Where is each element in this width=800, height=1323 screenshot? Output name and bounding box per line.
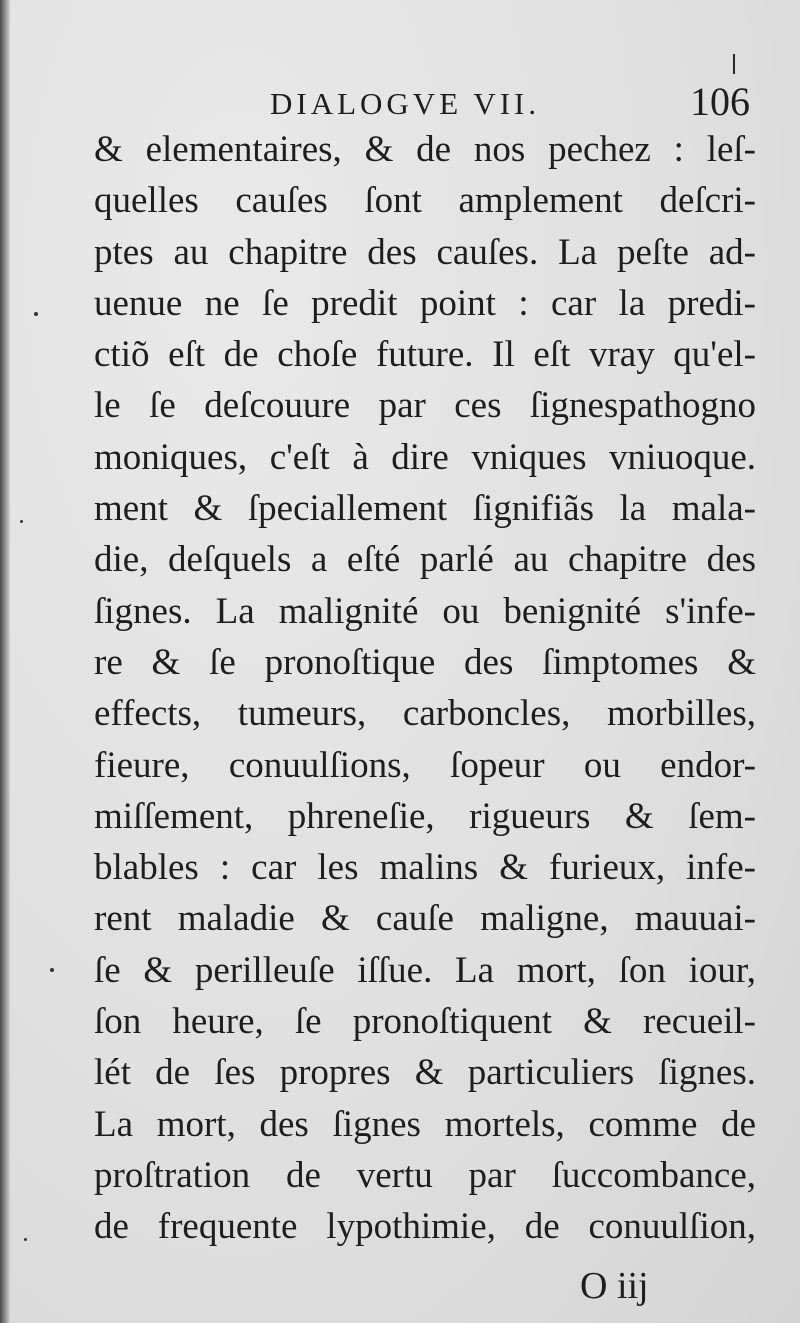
ink-speck xyxy=(20,520,23,523)
text-line: die, deſquels a eſté parlé au chapitre des xyxy=(94,539,756,581)
page-number: 106 xyxy=(690,79,750,124)
text-line: proſtration de vertu par ſuccombance, xyxy=(94,1154,756,1196)
text-line: ctiõ eſt de choſe future. Il eſt vray qu'el- xyxy=(94,334,756,376)
signature-mark: O iij xyxy=(580,1265,649,1307)
text-line: ment & ſpeciallement ſignifiãs la mala- xyxy=(94,488,756,530)
ink-speck xyxy=(24,1238,27,1241)
text-line: uenue ne ſe predit point : car la predi- xyxy=(94,282,756,324)
binding-edge xyxy=(0,0,10,1323)
text-line: fieure, conuulſions, ſopeur ou endor- xyxy=(94,744,756,786)
printer-mark xyxy=(733,54,735,74)
text-line: de frequente lypothimie, de conuulſion, xyxy=(94,1206,756,1248)
text-line: moniques, c'eſt à dire vniques vniuoque. xyxy=(94,436,756,478)
text-line: & elementaires, & de nos pechez : leſ- xyxy=(94,129,756,170)
text-line: rent maladie & cauſe maligne, mauuai- xyxy=(94,898,756,940)
text-line: La mort, des ſignes mortels, comme de xyxy=(94,1103,756,1145)
text-line: ptes au chapitre des cauſes. La peſte ad- xyxy=(94,231,756,273)
text-line: re & ſe pronoſtique des ſimptomes & xyxy=(94,641,756,683)
text-line: blables : car les malins & furieux, infe- xyxy=(94,847,756,889)
text-line: effects, tumeurs, carboncles, morbilles, xyxy=(94,693,756,735)
body-text xyxy=(94,124,774,1253)
text-line: ſignes. La malignité ou benignité s'infe- xyxy=(94,590,756,632)
ink-speck xyxy=(50,968,54,972)
text-line: quelles cauſes ſont amplement deſcri- xyxy=(94,180,756,222)
text-line: miſſement, phreneſie, rigueurs & ſem- xyxy=(94,795,756,837)
text-line: ſon heure, ſe pronoſtiquent & recueil- xyxy=(94,1001,756,1043)
text-line: ſe & perilleuſe iſſue. La mort, ſon iour, xyxy=(94,949,756,991)
running-title: DIALOGVE VII. xyxy=(270,86,541,121)
ink-speck xyxy=(34,312,38,316)
text-line: lét de ſes propres & particuliers ſignes. xyxy=(94,1052,756,1094)
text-line: le ſe deſcouure par ces ſignespathogno xyxy=(94,385,756,427)
